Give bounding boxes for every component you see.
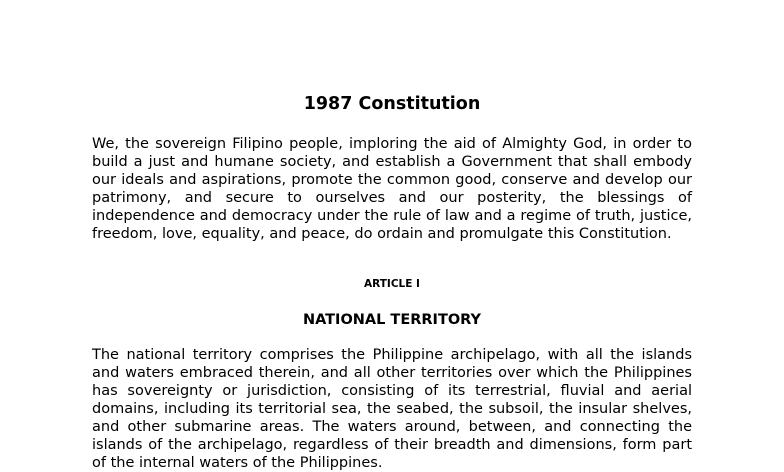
- document-title: 1987 Constitution: [303, 94, 481, 114]
- article-label: ARTICLE I: [364, 278, 420, 290]
- preamble-paragraph: We, the sovereign Filipino people, imploring the aid of Almighty God, in order to build a just and humane society, and establish a Government that shall embody our ideals and aspirations, promote the common good, conserve and develop our patrimony, and secure to ourselves and our posterity, the blessings of independence and democracy under the rule of law and a regime of truth, justice, freedom, love, equality, and peace, do ordain and promulgate this Constitution.: [92, 136, 692, 242]
- article-body-paragraph: The national territory comprises the Philippine archipelago, with all the islands and waters embraced therein, and all other territories over which the Philippines has sovereignty or jurisdiction, consisting of its terrestrial, fluvial and aerial domains, including its territorial sea, the seabed, the subsoil, the insular shelves, and other submarine areas. The waters around, between, and connecting the islands of the archipelago, regardless of their breadth and dimensions, form part of the internal waters of the Philippines.: [92, 347, 692, 471]
- article-heading: NATIONAL TERRITORY: [302, 312, 482, 328]
